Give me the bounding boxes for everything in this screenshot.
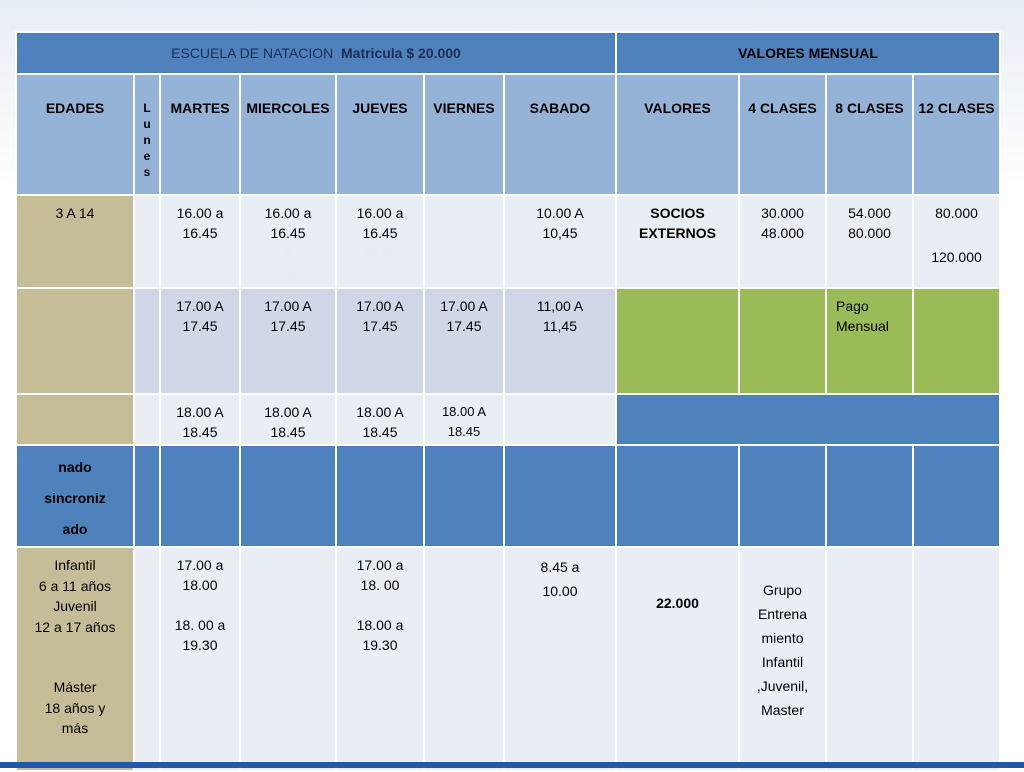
martes-cell: 17.00 a 18.00 18. 00 a 19.30 (160, 547, 240, 771)
martes-cell: 17.00 A 17.45 (160, 288, 240, 394)
title-suffix: Matricula $ 20.000 (341, 45, 461, 61)
lunes-cell (134, 394, 160, 445)
grupo-entrenamiento-cell: Grupo Entrena miento Infantil ,Juvenil, Master (739, 547, 826, 771)
viernes-cell: 17.00 A 17.45 (424, 288, 504, 394)
col-martes: MARTES (160, 74, 240, 195)
bottom-bar (0, 762, 1024, 768)
col-8-clases: 8 CLASES (826, 74, 913, 195)
sabado-cell: 8.45 a 10.00 (504, 547, 616, 771)
lunes-cell (134, 288, 160, 394)
valores-cell (616, 288, 739, 394)
sabado-cell: 11,00 A 11,45 (504, 288, 616, 394)
edad-cell: 3 A 14 (16, 195, 134, 288)
table-row (16, 195, 1000, 288)
lunes-cell (134, 547, 160, 771)
title-prefix: ESCUELA DE NATACION (171, 45, 334, 61)
jueves-cell: 17.00 a 18. 00 18.00 a 19.30 (336, 547, 424, 771)
price-4-cell (739, 288, 826, 394)
schedule-table (15, 31, 1001, 772)
viernes-cell (424, 195, 504, 288)
table-row (16, 394, 1000, 445)
price-12-cell (913, 288, 1000, 394)
edad-cell: Infantil 6 a 11 años Juvenil 12 a 17 años Máster 18 años y más (16, 547, 134, 771)
col-viernes: VIERNES (424, 74, 504, 195)
nado-sincronizado-cell: nado sincroniz ado (16, 445, 134, 547)
edad-cell (16, 394, 134, 445)
price-8-cell (826, 547, 913, 771)
viernes-cell: 18.00 A 18.45 (424, 394, 504, 445)
price-4-cell: 30.000 48.000 (739, 195, 826, 288)
lunes-cell (134, 195, 160, 288)
miercoles-cell (240, 547, 336, 771)
miercoles-cell: 18.00 A 18.45 (240, 394, 336, 445)
col-valores: VALORES (616, 74, 739, 195)
col-lunes: L u n e s (134, 74, 160, 195)
viernes-cell (424, 547, 504, 771)
col-jueves: JUEVES (336, 74, 424, 195)
sabado-cell (504, 394, 616, 445)
pago-mensual-cell: Pago Mensual (826, 288, 913, 394)
col-sabado: SABADO (504, 74, 616, 195)
jueves-cell: 17.00 A 17.45 (336, 288, 424, 394)
valores-cell: 22.000 (616, 547, 739, 771)
col-12-clases: 12 CLASES (913, 74, 1000, 195)
col-edades: EDADES (16, 74, 134, 195)
table-row (16, 547, 1000, 771)
jueves-cell: 18.00 A 18.45 (336, 394, 424, 445)
edad-cell (16, 288, 134, 394)
jueves-cell: 16.00 a 16.45 16.45 (336, 195, 424, 288)
price-8-cell: 54.000 80.000 (826, 195, 913, 288)
table-row (16, 288, 1000, 394)
price-12-cell: 80.000 120.000 (913, 195, 1000, 288)
valores-cell: SOCIOS EXTERNOS (616, 195, 739, 288)
table-row (16, 445, 1000, 547)
martes-cell: 18.00 A 18.45 (160, 394, 240, 445)
blue-band (616, 394, 1000, 445)
monthly-values-title: VALORES MENSUAL (616, 32, 1000, 74)
sabado-cell: 10.00 A 10,45 (504, 195, 616, 288)
col-miercoles: MIERCOLES (240, 74, 336, 195)
col-4-clases: 4 CLASES (739, 74, 826, 195)
martes-cell: 16.00 a 16.45 (160, 195, 240, 288)
miercoles-cell: 16.00 a 16.45 6 0 a (240, 195, 336, 288)
school-title (16, 32, 616, 74)
price-12-cell (913, 547, 1000, 771)
miercoles-cell: 17.00 A 17.45 (240, 288, 336, 394)
